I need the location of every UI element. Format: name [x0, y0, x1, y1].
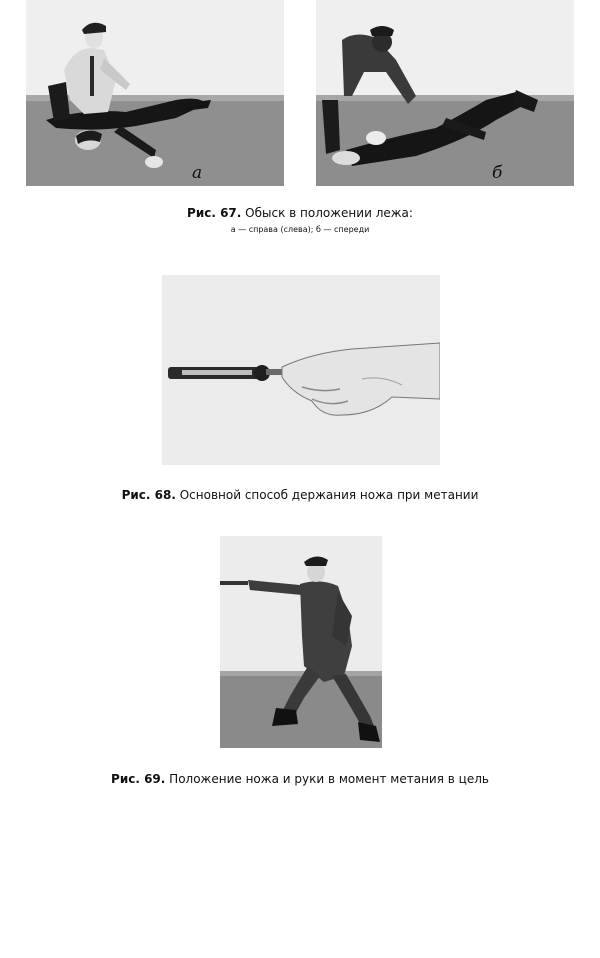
figure-67b-photo [316, 0, 574, 186]
figure-68-label: Рис. 68. [121, 488, 176, 502]
figure-67-caption [0, 206, 600, 220]
figure-69-title: Положение ножа и руки в момент метания в цель [169, 772, 489, 786]
panel-b-letter: б [492, 163, 503, 183]
figure-67-label: Рис. 67. [187, 206, 242, 220]
figure-69-image [220, 536, 382, 748]
figure-67b-image [316, 0, 574, 186]
figure-67a-photo [26, 0, 284, 186]
figure-69-label: Рис. 69. [111, 772, 166, 786]
figure-68-title: Основной способ держания ножа при метании [179, 488, 479, 502]
figure-68-image [162, 275, 440, 465]
figure-68-photo [162, 275, 440, 465]
panel-a-letter: a [192, 163, 203, 183]
figure-67a-image [26, 0, 284, 186]
figure-67-title: Обыск в положении лежа: [245, 206, 413, 220]
figure-67-subcaption: а — справа (слева); б — спереди [230, 225, 370, 234]
figure-68-caption [0, 488, 600, 502]
figure-69-caption [0, 772, 600, 786]
figure-69-photo [220, 536, 382, 748]
